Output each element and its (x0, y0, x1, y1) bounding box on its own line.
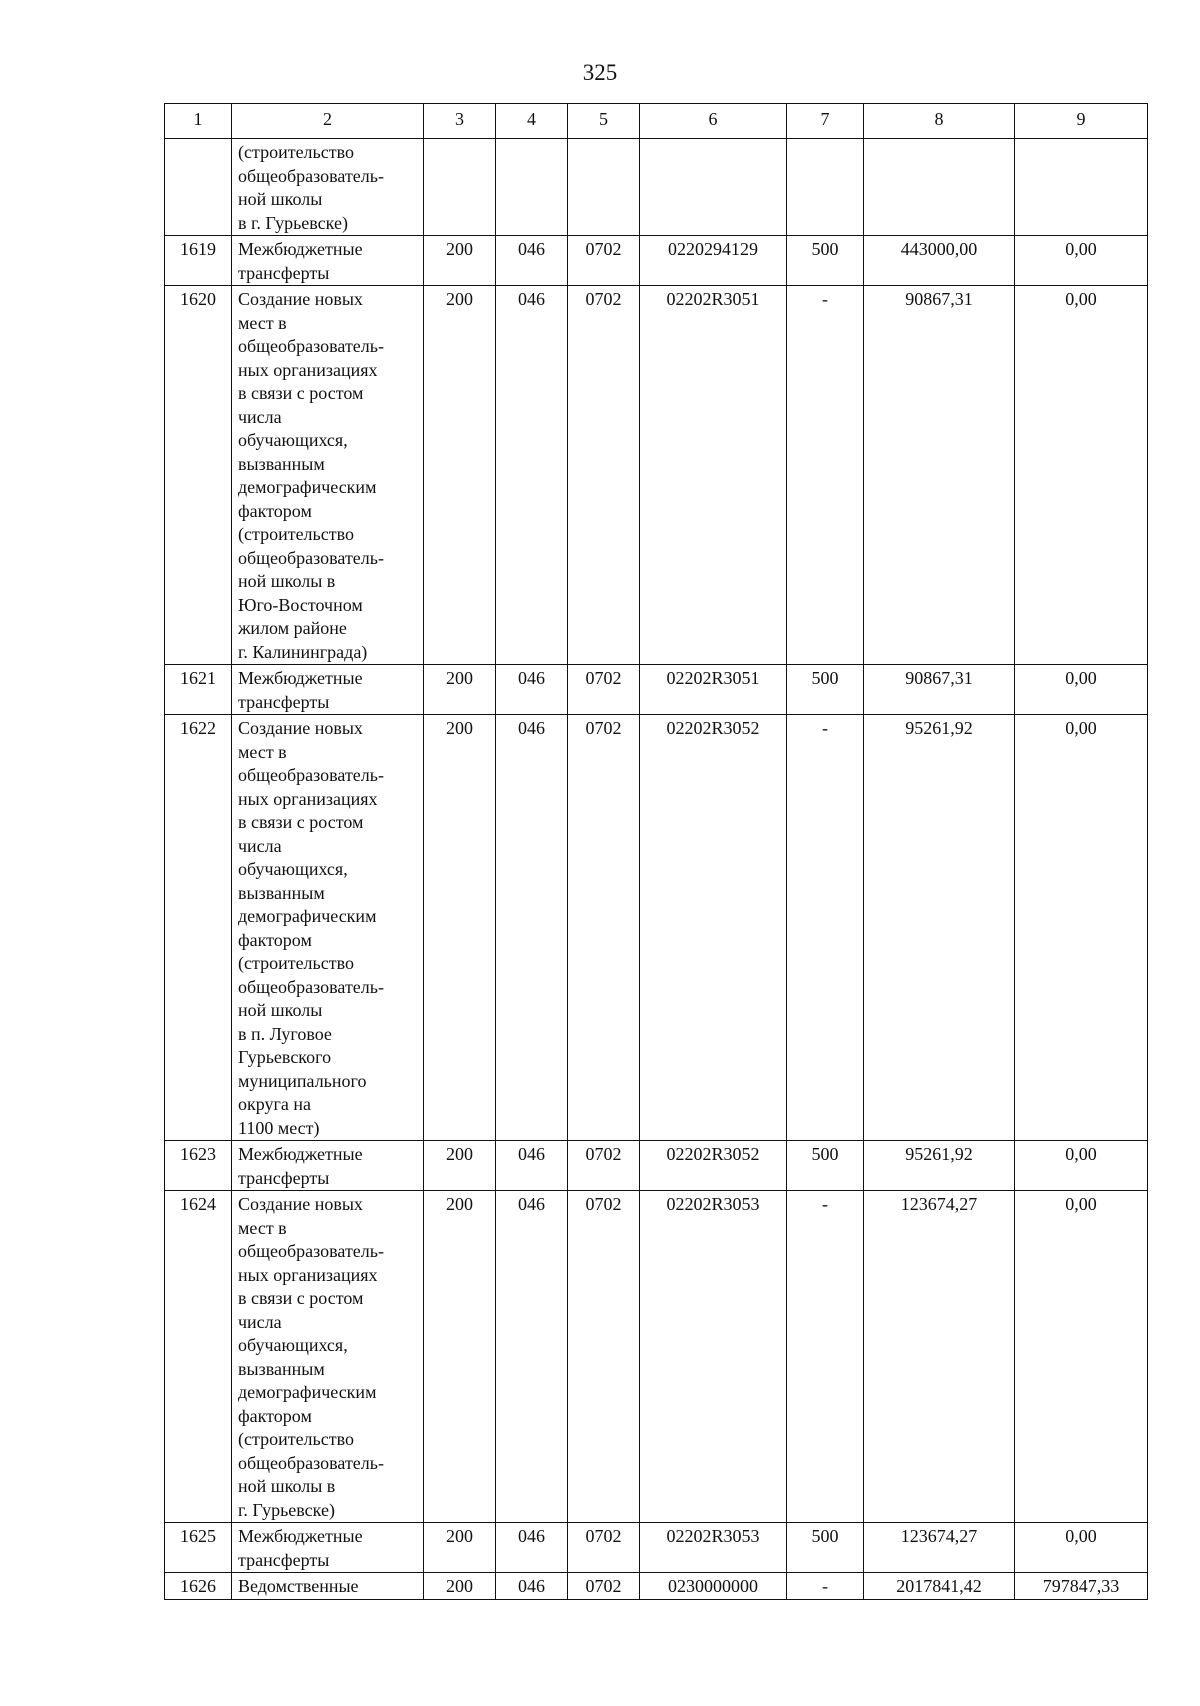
column-header: 1 (165, 104, 232, 139)
column-header: 7 (787, 104, 864, 139)
code-department: 046 (496, 1191, 568, 1523)
amount-year-2: 0,00 (1015, 236, 1148, 286)
table-row (165, 1573, 1148, 1600)
expense-type: - (787, 715, 864, 1141)
code-department: 046 (496, 665, 568, 715)
expense-type: - (787, 1573, 864, 1600)
target-article: 0230000000 (640, 1573, 787, 1600)
code-section: 0702 (568, 715, 640, 1141)
budget-table (164, 103, 1148, 1600)
code-section: 0702 (568, 1523, 640, 1573)
code-section: 0702 (568, 286, 640, 665)
column-header: 5 (568, 104, 640, 139)
table-row (165, 1523, 1148, 1573)
expense-type: 500 (787, 1141, 864, 1191)
column-header: 3 (424, 104, 496, 139)
table-row (165, 1191, 1148, 1523)
table-row (165, 1141, 1148, 1191)
target-article (640, 139, 787, 236)
row-number: 1625 (165, 1523, 232, 1573)
expense-type: 500 (787, 236, 864, 286)
column-header: 9 (1015, 104, 1148, 139)
code-ministry: 200 (424, 715, 496, 1141)
target-article: 02202R3051 (640, 665, 787, 715)
amount-year-2: 0,00 (1015, 1191, 1148, 1523)
column-header: 2 (232, 104, 424, 139)
row-number: 1620 (165, 286, 232, 665)
row-number: 1621 (165, 665, 232, 715)
code-ministry: 200 (424, 236, 496, 286)
code-ministry: 200 (424, 286, 496, 665)
row-description: Межбюджетные трансферты (232, 1523, 424, 1573)
code-ministry: 200 (424, 665, 496, 715)
row-description: Межбюджетные трансферты (232, 1141, 424, 1191)
code-ministry: 200 (424, 1141, 496, 1191)
row-description: Ведомственные (232, 1573, 424, 1600)
code-department (496, 139, 568, 236)
amount-year-2: 0,00 (1015, 286, 1148, 665)
amount-year-2: 0,00 (1015, 665, 1148, 715)
row-description: Создание новых мест в общеобразователь- ных организациях в связи с ростом числа обучающихся, вызванным демографическим фактором (строительство общеобразователь- ной школы в п. Луговое Гурьевского муниципального округа на 1100 мест) (232, 715, 424, 1141)
code-department: 046 (496, 236, 568, 286)
expense-type: - (787, 1191, 864, 1523)
table-row (165, 236, 1148, 286)
code-department: 046 (496, 286, 568, 665)
target-article: 02202R3051 (640, 286, 787, 665)
row-description: Создание новых мест в общеобразователь- ных организациях в связи с ростом числа обучающихся, вызванным демографическим фактором (строительство общеобразователь- ной школы в г. Гурьевске) (232, 1191, 424, 1523)
target-article: 02202R3052 (640, 715, 787, 1141)
amount-year-2 (1015, 139, 1148, 236)
table-row (165, 139, 1148, 236)
target-article: 02202R3053 (640, 1191, 787, 1523)
code-section: 0702 (568, 236, 640, 286)
target-article: 02202R3053 (640, 1523, 787, 1573)
row-description: (строительство общеобразователь- ной школы в г. Гурьевске) (232, 139, 424, 236)
code-section: 0702 (568, 665, 640, 715)
row-description: Межбюджетные трансферты (232, 236, 424, 286)
code-ministry: 200 (424, 1573, 496, 1600)
code-department: 046 (496, 1141, 568, 1191)
amount-year-1: 95261,92 (864, 1141, 1015, 1191)
target-article: 02202R3052 (640, 1141, 787, 1191)
expense-type: 500 (787, 1523, 864, 1573)
header-row (165, 104, 1148, 139)
code-department: 046 (496, 1523, 568, 1573)
amount-year-1: 2017841,42 (864, 1573, 1015, 1600)
amount-year-1: 90867,31 (864, 286, 1015, 665)
amount-year-2: 0,00 (1015, 1523, 1148, 1573)
code-section: 0702 (568, 1191, 640, 1523)
row-number: 1626 (165, 1573, 232, 1600)
row-number: 1619 (165, 236, 232, 286)
table-row (165, 715, 1148, 1141)
code-section: 0702 (568, 1573, 640, 1600)
amount-year-1: 95261,92 (864, 715, 1015, 1141)
expense-type: 500 (787, 665, 864, 715)
code-ministry: 200 (424, 1191, 496, 1523)
expense-type: - (787, 286, 864, 665)
row-description: Создание новых мест в общеобразователь- ных организациях в связи с ростом числа обучающихся, вызванным демографическим фактором (строительство общеобразователь- ной школы в Юго-Восточном жилом районе г. Калининграда) (232, 286, 424, 665)
code-ministry: 200 (424, 1523, 496, 1573)
column-header: 8 (864, 104, 1015, 139)
row-number: 1623 (165, 1141, 232, 1191)
code-section: 0702 (568, 1141, 640, 1191)
column-header: 4 (496, 104, 568, 139)
amount-year-2: 797847,33 (1015, 1573, 1148, 1600)
amount-year-2: 0,00 (1015, 715, 1148, 1141)
row-description: Межбюджетные трансферты (232, 665, 424, 715)
row-number: 1624 (165, 1191, 232, 1523)
table-row (165, 286, 1148, 665)
amount-year-1: 123674,27 (864, 1191, 1015, 1523)
code-section (568, 139, 640, 236)
amount-year-2: 0,00 (1015, 1141, 1148, 1191)
table-row (165, 665, 1148, 715)
expense-type (787, 139, 864, 236)
page-number: 325 (582, 60, 618, 85)
code-ministry (424, 139, 496, 236)
table-body (165, 104, 1148, 1600)
row-number: 1622 (165, 715, 232, 1141)
amount-year-1: 90867,31 (864, 665, 1015, 715)
code-department: 046 (496, 715, 568, 1141)
amount-year-1: 443000,00 (864, 236, 1015, 286)
column-header: 6 (640, 104, 787, 139)
amount-year-1 (864, 139, 1015, 236)
amount-year-1: 123674,27 (864, 1523, 1015, 1573)
row-number (165, 139, 232, 236)
code-department: 046 (496, 1573, 568, 1600)
target-article: 0220294129 (640, 236, 787, 286)
